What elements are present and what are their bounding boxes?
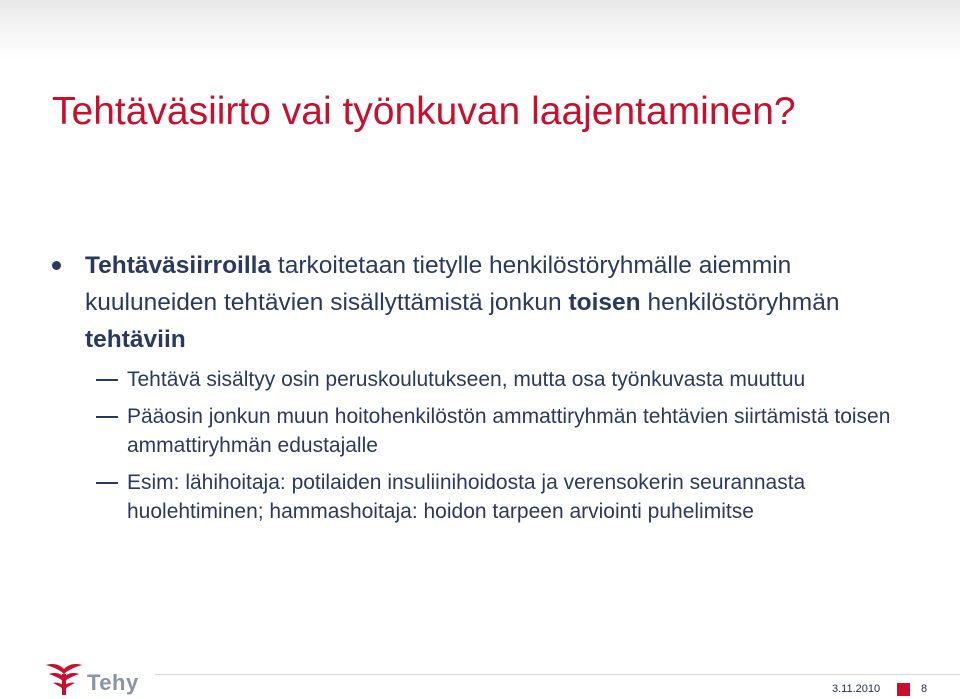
bullet-dot-icon (52, 261, 61, 270)
sub-bullet-item (52, 365, 912, 394)
bullet-bold-toisen: toisen (568, 289, 641, 316)
footer-date: 3.11.2010 (832, 683, 881, 695)
tehy-logo-icon (45, 662, 83, 696)
slide-body (52, 247, 912, 534)
dash-icon (96, 482, 118, 484)
logo-text: Tehy (87, 670, 139, 695)
tehy-logo (45, 662, 160, 696)
footer-divider (155, 674, 960, 675)
dash-icon (96, 379, 118, 381)
sub-bullet-item (52, 402, 912, 460)
bullet-text-end: henkilöstöryhmän (640, 289, 840, 316)
sub-bullet-text: Esim: lähihoitaja: potilaiden insuliinihoidosta ja verensokerin seurannasta huolehtiminen; hammashoitaja: hoidon tarpeen arviointi puhelimitse (127, 471, 806, 523)
bullet-text-mid: tarkoitetaan tietylle henkilöstöryhmälle aiemmin kuuluneiden tehtävien sisällyttämistä jonkun (85, 252, 792, 316)
footer-accent-square (897, 683, 910, 696)
sub-bullet-text: Pääosin jonkun muun hoitohenkilöstön ammattiryhmän tehtävien siirtämistä toisen ammattiryhmän edustajalle (127, 405, 891, 457)
main-bullet (52, 247, 912, 358)
page-number: 8 (921, 683, 928, 695)
slide-title: Tehtäväsiirto vai työnkuvan laajentaminen? (52, 90, 796, 133)
bullet-bold-tehtaviin: tehtäviin (85, 326, 186, 353)
bullet-bold-term: Tehtäväsiirroilla (85, 252, 272, 279)
dash-icon (96, 416, 118, 418)
sub-bullet-text: Tehtävä sisältyy osin peruskoulutukseen, mutta osa työnkuvasta muuttuu (127, 368, 806, 391)
sub-bullet-item (52, 468, 912, 526)
top-gradient-band (0, 0, 960, 60)
sub-bullet-list (52, 365, 912, 526)
